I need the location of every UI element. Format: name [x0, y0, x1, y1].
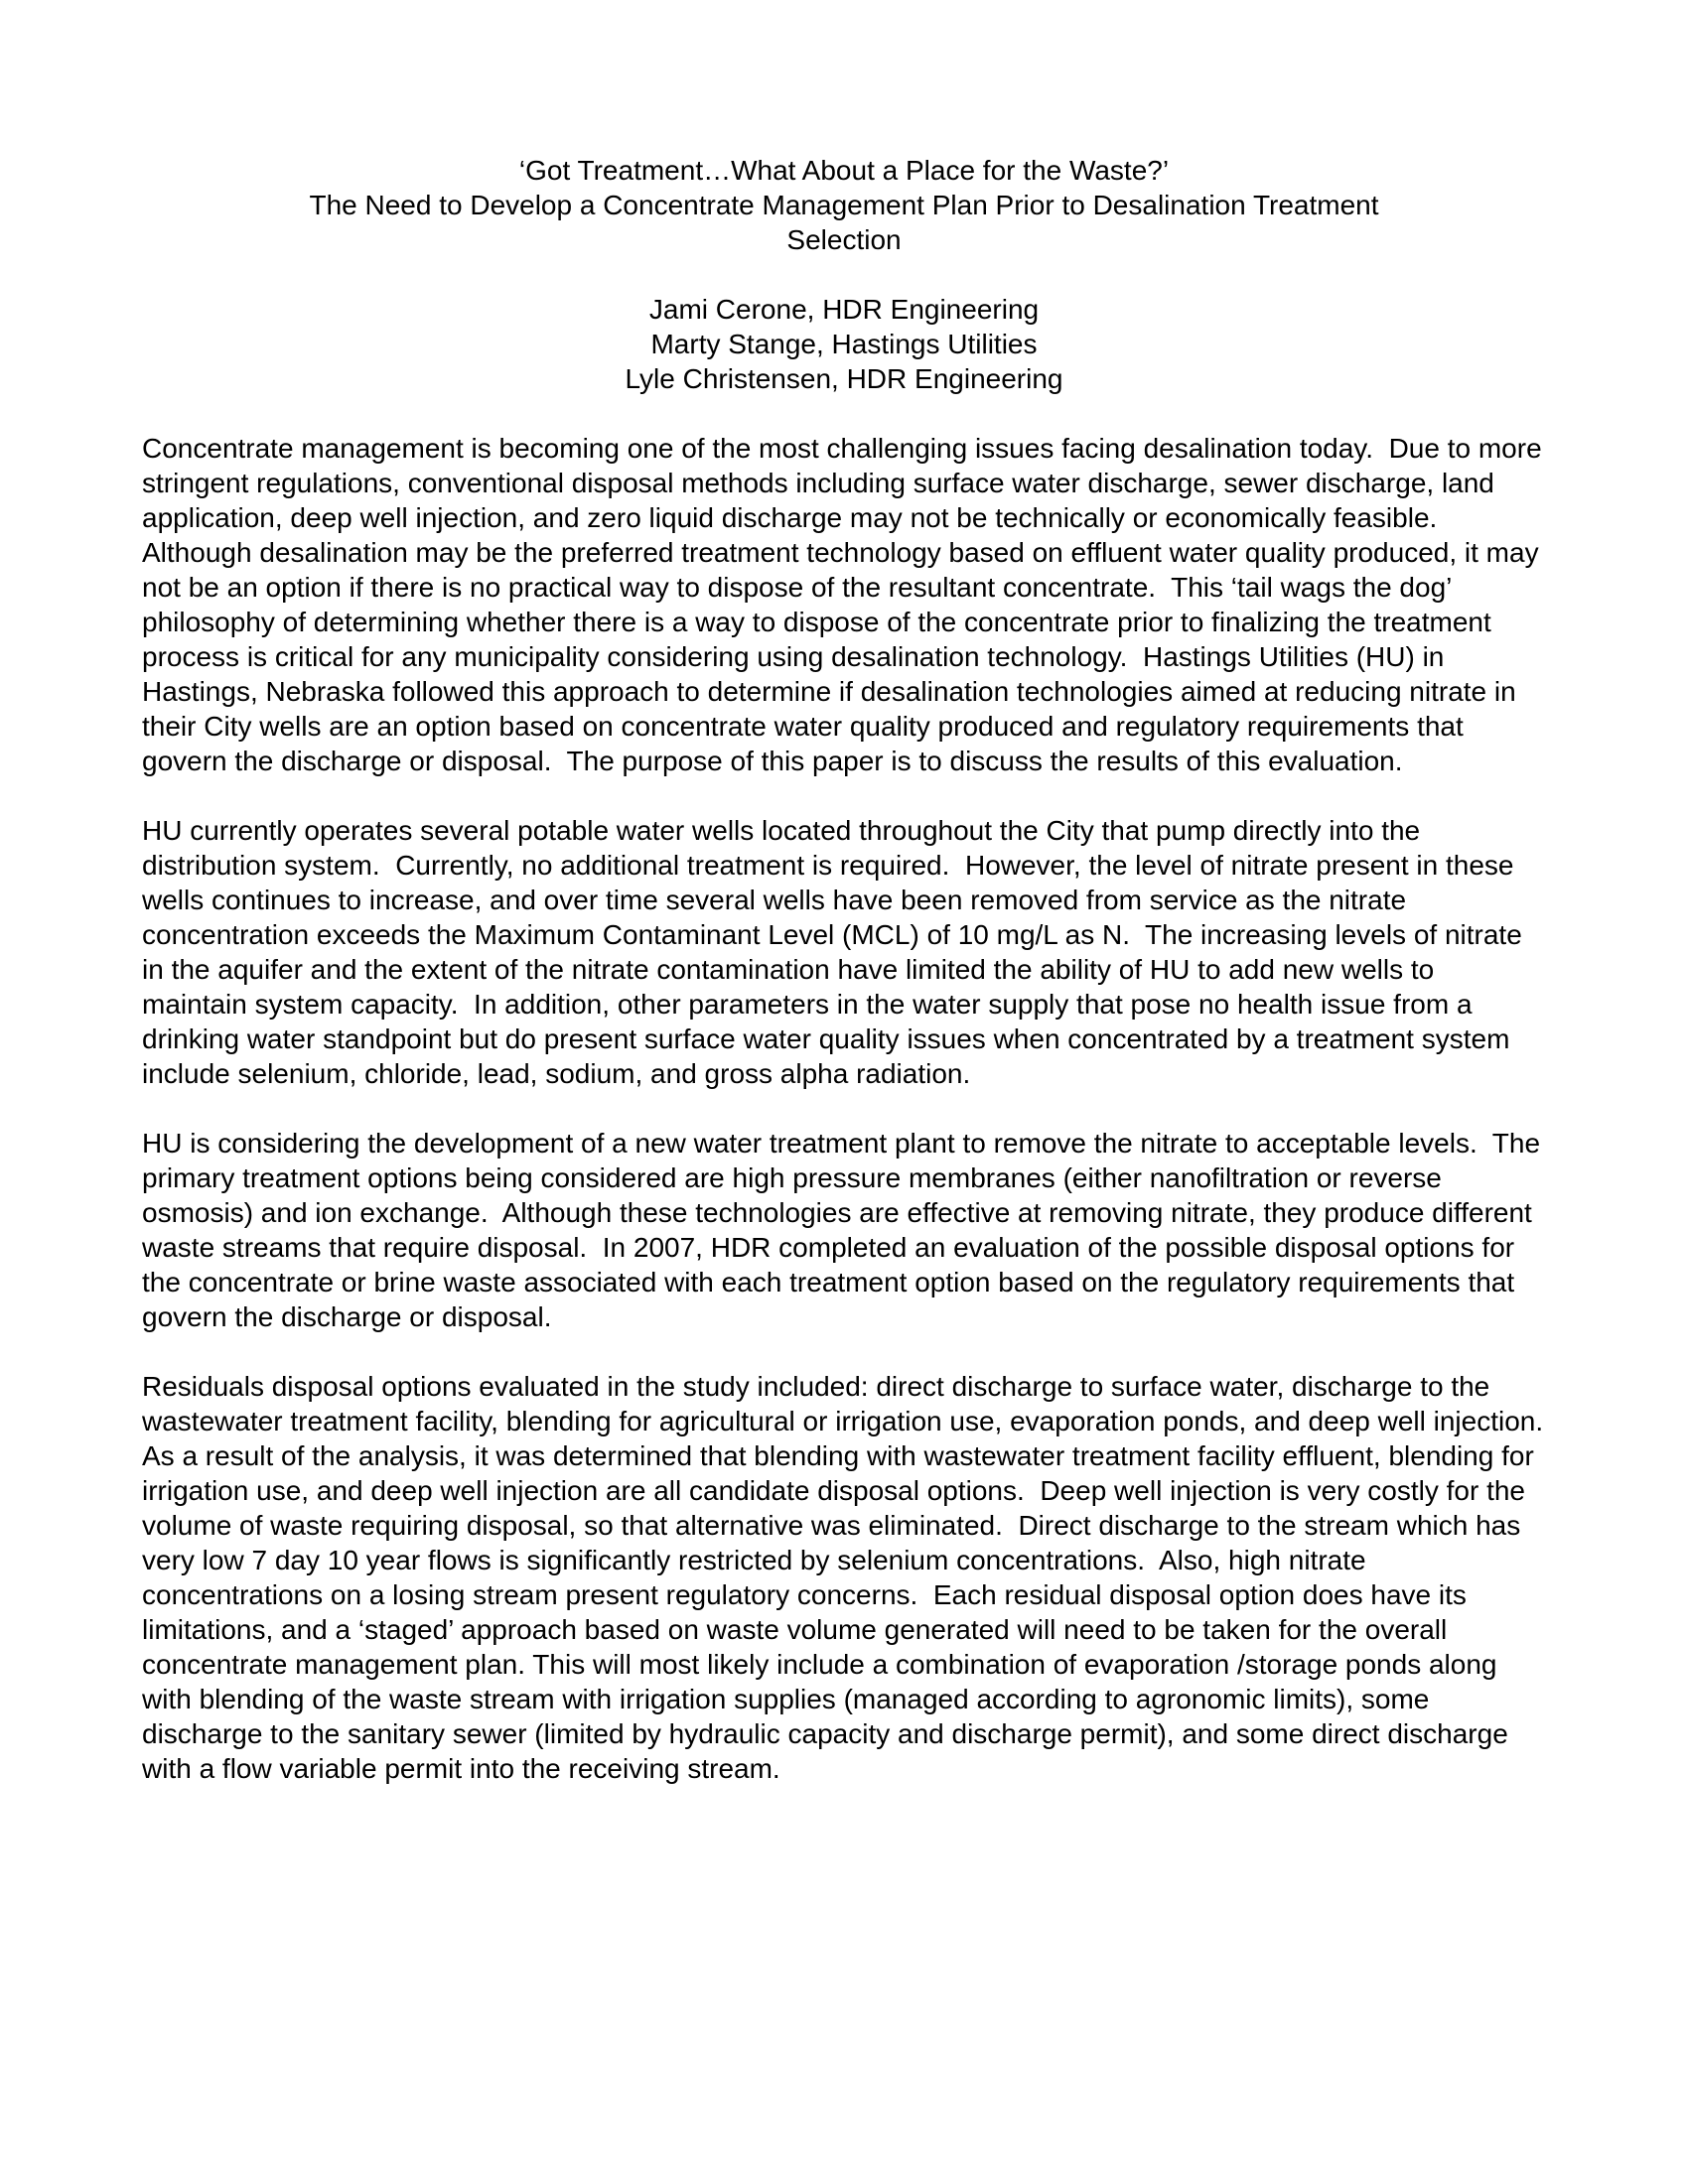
paragraph-1: Concentrate management is becoming one of the most challenging issues facing desalination today. Due to more stringent regulations, conventional disposal methods including surface water discharge, sewer discharge, land application, deep well injection, and zero liquid discharge may not be technically or economically feasible. Although desalination may be the preferred treatment technology based on effluent water quality produced, it may not be an option if there is no practical way to dispose of the resultant concentrate. This ‘tail wags the dog’ philosophy of determining whether there is a way to dispose of the concentrate prior to finalizing the treatment process is critical for any municipality considering using desalination technology. Hastings Utilities (HU) in Hastings, Nebraska followed this approach to determine if desalination technologies aimed at reducing nitrate in their City wells are an option based on concentrate water quality produced and regulatory requirements that govern the discharge or disposal. The purpose of this paper is to discuss the results of this evaluation. — [142, 433, 1550, 776]
paragraph-2: HU currently operates several potable water wells located throughout the City that pump directly into the distribution system. Currently, no additional treatment is required. However, the level of nitrate present in these wells continues to increase, and over time several wells have been removed from service as the nitrate concentration exceeds the Maximum Contaminant Level (MCL) of 10 mg/L as N. The increasing levels of nitrate in the aquifer and the extent of the nitrate contamination have limited the ability of HU to add new wells to maintain system capacity. In addition, other parameters in the water supply that pose no health issue from a drinking water standpoint but do present surface water quality issues when concentrated by a treatment system include selenium, chloride, lead, sodium, and gross alpha radiation. — [142, 815, 1530, 1089]
author-line-3: Lyle Christensen, HDR Engineering — [625, 363, 1063, 394]
author-line-2: Marty Stange, Hastings Utilities — [650, 329, 1038, 359]
paragraph-4: Residuals disposal options evaluated in the study included: direct discharge to surface water, discharge to the wastewater treatment facility, blending for agricultural or irrigation use, evaporation ponds, and deep well injection. As a result of the analysis, it was determined that blending with wastewater treatment facility effluent, blending for irrigation use, and deep well injection are all candidate disposal options. Deep well injection is very costly for the volume of waste requiring disposal, so that alternative was eliminated. Direct discharge to the stream which has very low 7 day 10 year flows is significantly restricted by selenium concentrations. Also, high nitrate concentrations on a losing stream present regulatory concerns. Each residual disposal option does have its limitations, and a ‘staged’ approach based on waste volume generated will need to be taken for the overall concentrate management plan. This will most likely include a combination of evaporation /storage ponds along with blending of the waste stream with irrigation supplies (managed according to agronomic limits), some discharge to the sanitary sewer (limited by hydraulic capacity and discharge permit), and some direct discharge with a flow variable permit into the receiving stream. — [142, 1371, 1558, 1784]
author-line-1: Jami Cerone, HDR Engineering — [648, 294, 1040, 325]
title-line-1: ‘Got Treatment…What About a Place for the Waste?’ — [518, 155, 1170, 186]
title-line-2: The Need to Develop a Concentrate Management Plan Prior to Desalination Treatment — [309, 190, 1379, 220]
paragraph-3: HU is considering the development of a new water treatment plant to remove the nitrate to acceptable levels. The primary treatment options being considered are high pressure membranes (either nanofiltration or reverse osmosis) and ion exchange. Although these technologies are effective at removing nitrate, they produce different waste streams that require disposal. In 2007, HDR completed an evaluation of the possible disposal options for the concentrate or brine waste associated with each treatment option based on the regulatory requirements that govern the discharge or disposal. — [142, 1128, 1548, 1332]
title-line-3: Selection — [786, 224, 902, 255]
paper-title — [142, 153, 1546, 257]
author-list — [142, 292, 1546, 396]
